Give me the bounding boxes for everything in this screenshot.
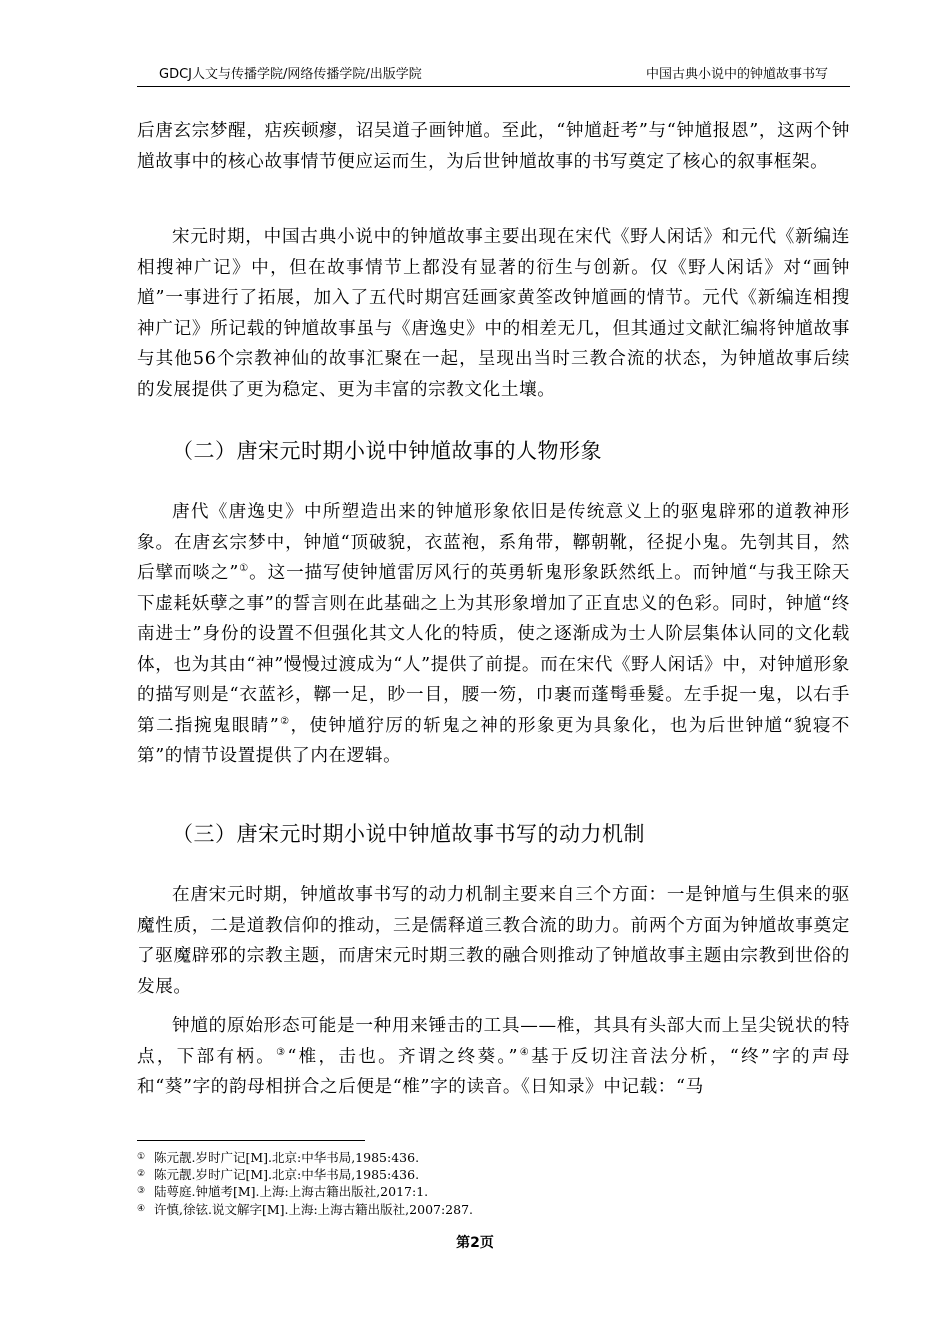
page-header [137,66,850,87]
page-number: 第2页 [456,1235,494,1251]
footnote-divider [137,1140,365,1141]
footnote-ref-2[interactable]: ② [279,715,291,727]
paragraph-2: 宋元时期，中国古典小说中的钟馗故事主要出现在宋代《野人闲话》和元代《新编连相搜神广记》中，但在故事情节上都没有显著的衍生与创新。仅《野人闲话》对“画钟馗”一事进行了拓展，加入了五代时期宫廷画家黄筌改钟馗画的情节。元代《新编连相搜神广记》所记载的钟馗故事虽与《唐逸史》中的相差无几，但其通过文献汇编将钟馗故事与其他56个宗教神仙的故事汇聚在一起，呈现出当时三教合流的状态，为钟馗故事后续的发展提供了更为稳定、更为丰富的宗教文化土壤。 [137,227,850,400]
footnote-ref-3[interactable]: ③ [276,1046,288,1058]
header-title: 中国古典小说中的钟馗故事书写 [645,67,828,82]
footnotes [137,1149,850,1218]
section-heading-2: （二）唐宋元时期小说中钟馗故事的人物形象 [172,439,602,463]
paragraph-1: 后唐玄宗梦醒，痁疾顿瘳，诏吴道子画钟馗。至此，“钟馗赶考”与“钟馗报恩”，这两个钟馗故事中的核心故事情节便应运而生，为后世钟馗故事的书写奠定了核心的叙事框架。 [137,121,850,172]
paragraph-3: 唐代《唐逸史》中所塑造出来的钟馗形象依旧是传统意义上的驱鬼辟邪的道教神形象。在唐玄宗梦中，钟馗“顶破貌，衣蓝袍，系角带，鞹朝靴，径捉小鬼。先刳其目，然后擘而啖之”①。这一描写使钟馗雷厉风行的英勇斩鬼形象跃然纸上。而钟馗“与我王除天下虚耗妖孽之事”的誓言则在此基础之上为其形象增加了正直忠义的色彩。同时，钟馗“终南进士”身份的设置不但强化其文人化的特质，使之逐渐成为士人阶层集体认同的文化载体，也为其由“神”慢慢过渡成为“人”提供了前提。而在宋代《野人闲话》中，对钟馗形象的描写则是“衣蓝衫，鞹一足，眇一目，腰一笏，巾裹而蓬髩垂髮。左手捉一鬼，以右手第二指捥鬼眼睛”②，使钟馗狞厉的斩鬼之神的形象更为具象化，也为后世钟馗“貌寝不第”的情节设置提供了内在逻辑。 [137,502,850,766]
header-institution: GDCJ人文与传播学院/网络传播学院/出版学院 [159,67,422,82]
paragraph-4: 在唐宋元时期，钟馗故事书写的动力机制主要来自三个方面：一是钟馗与生俱来的驱魔性质，二是道教信仰的推动，三是儒释道三教合流的助力。前两个方面为钟馗故事奠定了驱魔辟邪的宗教主题，而唐宋元时期三教的融合则推动了钟馗故事主题由宗教到世俗的发展。 [137,885,850,997]
footnote-item: ① 陈元靓.岁时广记[M].北京:中华书局,1985:436. [137,1150,420,1165]
footnote-item: ③ 陆萼庭.钟馗考[M].上海:上海古籍出版社,2017:1. [137,1184,429,1200]
footnote-ref-1[interactable]: ① [238,563,250,575]
paragraph-5: 钟馗的原始形态可能是一种用来锤击的工具——椎，其具有头部大而上呈尖锐状的特点，下部有柄。③“椎，击也。齐谓之终葵。”④基于反切注音法分析，“终”字的声母和“葵”字的韵母相拼合之后便是“椎”字的读音。《日知录》中记载：“马 [137,1016,850,1097]
footnote-ref-4[interactable]: ④ [518,1046,531,1058]
footnote-item: ④ 许慎,徐铉.说文解字[M].上海:上海古籍出版社,2007:287. [137,1201,474,1217]
section-heading-3: （三）唐宋元时期小说中钟馗故事书写的动力机制 [172,822,645,846]
footnote-item: ② 陈元靓.岁时广记[M].北京:中华书局,1985:436. [137,1167,420,1183]
